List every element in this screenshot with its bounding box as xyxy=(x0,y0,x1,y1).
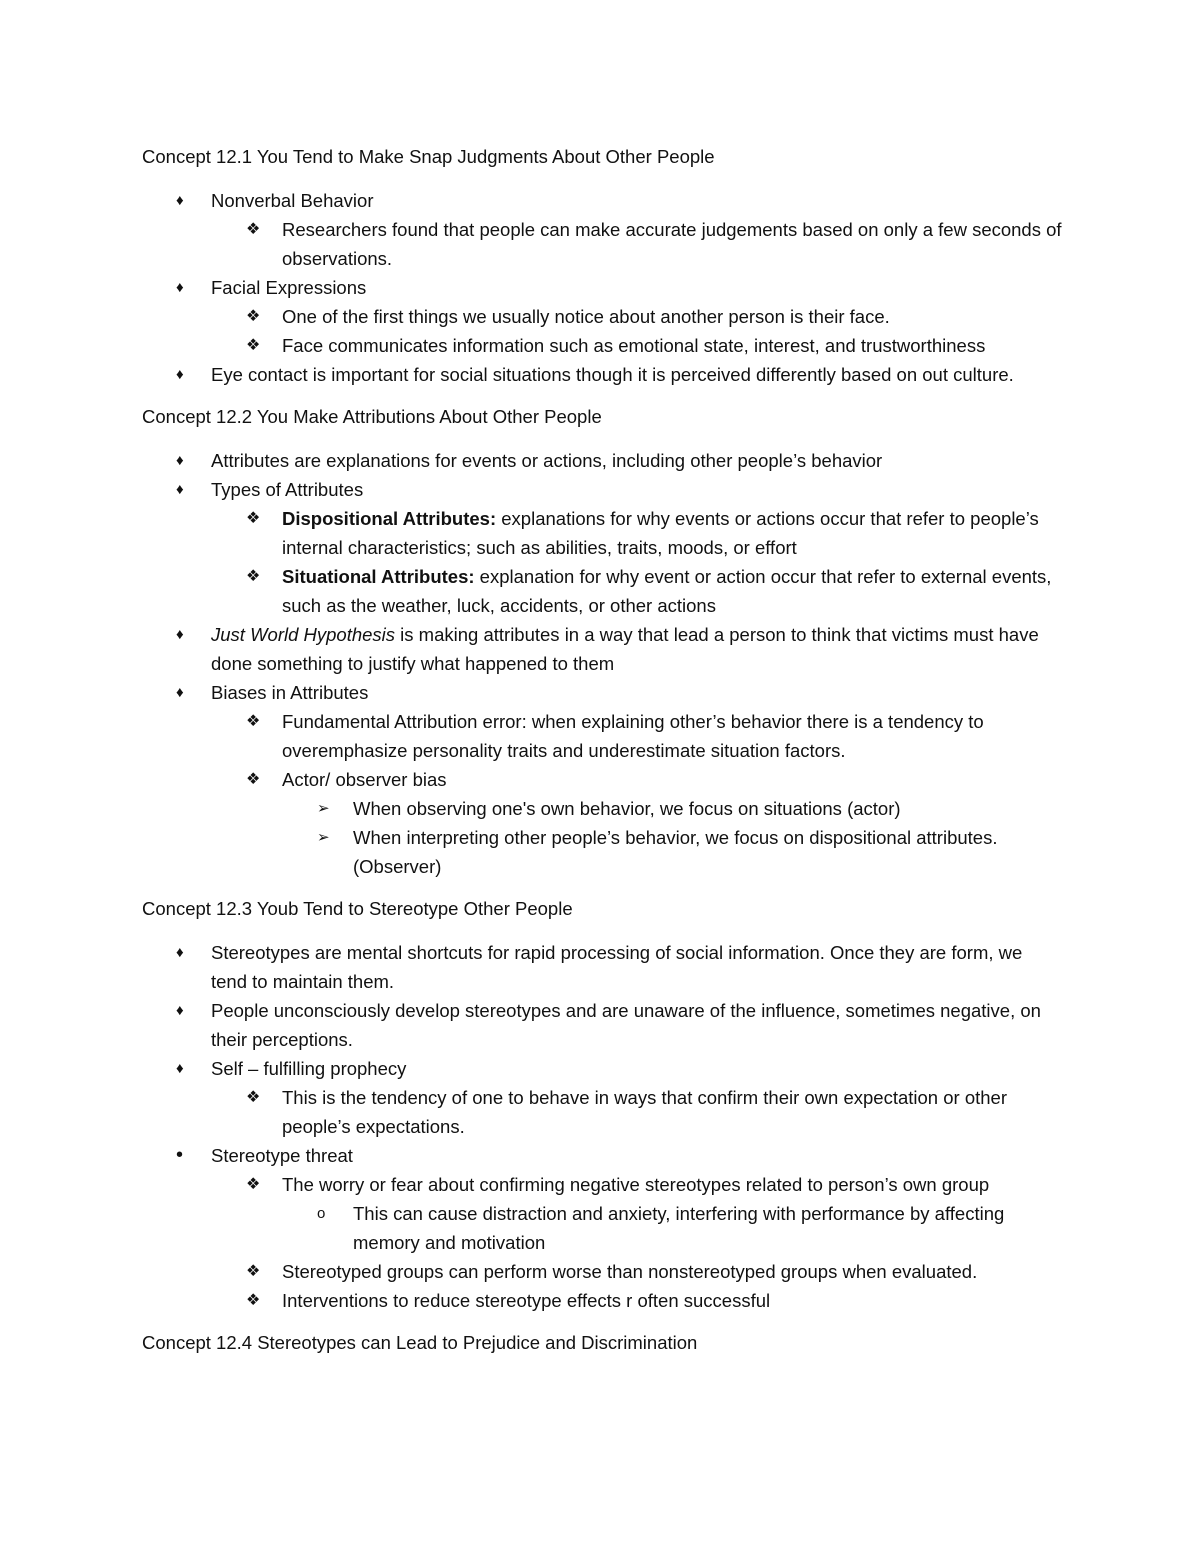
text-run: Stereotyped groups can perform worse than nonstereotyped groups when evaluated. xyxy=(282,1261,978,1282)
diamond-bullet-icon: ♦ xyxy=(176,944,184,961)
four-diamond-bullet-icon: ❖ xyxy=(246,221,261,238)
diamond-bullet-icon: ♦ xyxy=(176,366,184,383)
list-item-level-2 xyxy=(142,707,1062,765)
text-run: Face communicates information such as emotional state, interest, and trustworthiness xyxy=(282,335,986,356)
circle-bullet-icon: o xyxy=(317,1205,326,1222)
four-diamond-bullet-icon: ❖ xyxy=(246,1176,261,1193)
text-run: explanations for why events or actions occur that refer to people’s internal characteristics; such as abilities, traits, moods, or effort xyxy=(282,508,1039,558)
diamond-bullet-icon: ♦ xyxy=(176,1060,184,1077)
list-item-level-1 xyxy=(142,273,1062,302)
diamond-bullet-icon: ♦ xyxy=(176,481,184,498)
list-item-level-2 xyxy=(142,562,1062,620)
diamond-bullet-icon: ♦ xyxy=(176,192,184,209)
text-run: Stereotypes are mental shortcuts for rapid processing of social information. Once they are form, we tend to maintain them. xyxy=(211,942,1023,992)
dot-bullet-icon: • xyxy=(176,1144,184,1166)
list-item-level-2 xyxy=(142,331,1062,360)
four-diamond-bullet-icon: ❖ xyxy=(246,308,261,325)
list-item-text xyxy=(353,1203,1004,1253)
text-run: This is the tendency of one to behave in ways that confirm their own expectation or other people’s expectations. xyxy=(282,1087,1007,1137)
four-diamond-bullet-icon: ❖ xyxy=(246,510,261,527)
list-item-text xyxy=(211,277,366,298)
section-heading: Concept 12.1 You Tend to Make Snap Judgments About Other People xyxy=(142,146,715,167)
text-run: When interpreting other people’s behavior, we focus on dispositional attributes. (Observer) xyxy=(353,827,998,877)
list-item-text xyxy=(211,364,1014,385)
text-run: When observing one's own behavior, we focus on situations (actor) xyxy=(353,798,901,819)
list-item-level-1 xyxy=(142,678,1062,707)
text-run: Types of Attributes xyxy=(211,479,364,500)
list-item-text xyxy=(282,1290,770,1311)
list-item-text xyxy=(282,219,1062,269)
text-run: Interventions to reduce stereotype effects r often successful xyxy=(282,1290,771,1311)
bold-term: Situational Attributes: xyxy=(282,566,475,587)
text-run: Attributes are explanations for events or actions, including other people’s behavior xyxy=(211,450,883,471)
four-diamond-bullet-icon: ❖ xyxy=(246,1292,261,1309)
section xyxy=(142,1328,1062,1357)
list-item-text xyxy=(211,1145,353,1166)
diamond-bullet-icon: ♦ xyxy=(176,626,184,643)
diamond-bullet-icon: ♦ xyxy=(176,1002,184,1019)
list-item-level-1 xyxy=(142,1141,1062,1170)
list-item-text xyxy=(211,1000,1041,1050)
four-diamond-bullet-icon: ❖ xyxy=(246,1263,261,1280)
list-item-level-3 xyxy=(142,794,1062,823)
list-item-level-3 xyxy=(142,823,1062,881)
list-item-text xyxy=(353,827,997,877)
diamond-bullet-icon: ♦ xyxy=(176,279,184,296)
list-item-text xyxy=(282,508,1039,558)
list-item-level-2 xyxy=(142,1170,1062,1199)
list-item-text xyxy=(282,566,1051,616)
text-run: Facial Expressions xyxy=(211,277,367,298)
list-item-level-2 xyxy=(142,504,1062,562)
list-item-level-2 xyxy=(142,1286,1062,1315)
list-item-level-2 xyxy=(142,215,1062,273)
section-heading: Concept 12.2 You Make Attributions About Other People xyxy=(142,406,602,427)
section-heading: Concept 12.3 Youb Tend to Stereotype Other People xyxy=(142,898,573,919)
list-item-level-1 xyxy=(142,1054,1062,1083)
section xyxy=(142,142,1062,389)
four-diamond-bullet-icon: ❖ xyxy=(246,568,261,585)
list-item-level-1 xyxy=(142,446,1062,475)
bold-term: Dispositional Attributes: xyxy=(282,508,497,529)
list-item-text xyxy=(211,1058,406,1079)
list-item-level-1 xyxy=(142,360,1062,389)
text-run: People unconsciously develop stereotypes and are unaware of the influence, sometimes negative, on their perceptions. xyxy=(211,1000,1041,1050)
italic-term: Just World Hypothesis xyxy=(211,624,396,645)
list-item-text xyxy=(282,1261,977,1282)
text-run: explanation for why event or action occur that refer to external events, such as the weather, luck, accidents, or other actions xyxy=(282,566,1052,616)
text-run: Nonverbal Behavior xyxy=(211,190,374,211)
list-item-text xyxy=(282,1174,989,1195)
four-diamond-bullet-icon: ❖ xyxy=(246,713,261,730)
text-run: This can cause distraction and anxiety, interfering with performance by affecting memory and motivation xyxy=(353,1203,1005,1253)
list-item-text xyxy=(353,798,901,819)
text-run: Actor/ observer bias xyxy=(282,769,447,790)
list-item-text xyxy=(211,942,1022,992)
list-item-text xyxy=(211,450,882,471)
list-item-text xyxy=(211,624,1039,674)
list-item-level-1 xyxy=(142,938,1062,996)
text-run: Stereotype threat xyxy=(211,1145,353,1166)
list-item-level-1 xyxy=(142,186,1062,215)
arrow-bullet-icon: ➢ xyxy=(317,829,330,846)
four-diamond-bullet-icon: ❖ xyxy=(246,771,261,788)
list-item-text xyxy=(211,682,368,703)
list-item-text xyxy=(282,335,985,356)
list-item-text xyxy=(282,306,890,327)
list-item-level-2 xyxy=(142,302,1062,331)
text-run: One of the first things we usually notice about another person is their face. xyxy=(282,306,890,327)
text-run: Eye contact is important for social situations though it is perceived differently based on out culture. xyxy=(211,364,1014,385)
text-run: Fundamental Attribution error: when explaining other’s behavior there is a tendency to overemphasize personality traits and underestimate situation factors. xyxy=(282,711,984,761)
list-item-text xyxy=(211,479,363,500)
document-body xyxy=(142,142,1062,1372)
list-item-level-2 xyxy=(142,1257,1062,1286)
arrow-bullet-icon: ➢ xyxy=(317,800,330,817)
list-item-level-1 xyxy=(142,475,1062,504)
list-item-level-2 xyxy=(142,1083,1062,1141)
diamond-bullet-icon: ♦ xyxy=(176,684,184,701)
text-run: is making attributes in a way that lead a person to think that victims must have done something to justify what happened to them xyxy=(211,624,1039,674)
list-item-text xyxy=(282,769,447,790)
diamond-bullet-icon: ♦ xyxy=(176,452,184,469)
text-run: The worry or fear about confirming negative stereotypes related to person’s own group xyxy=(282,1174,990,1195)
section-heading: Concept 12.4 Stereotypes can Lead to Prejudice and Discrimination xyxy=(142,1332,698,1353)
text-run: Self – fulfilling prophecy xyxy=(211,1058,407,1079)
four-diamond-bullet-icon: ❖ xyxy=(246,1089,261,1106)
list-item-text xyxy=(211,190,373,211)
text-run: Researchers found that people can make accurate judgements based on only a few seconds of observations. xyxy=(282,219,1062,269)
four-diamond-bullet-icon: ❖ xyxy=(246,337,261,354)
section xyxy=(142,894,1062,1315)
list-item-text xyxy=(282,711,984,761)
list-item-level-1 xyxy=(142,620,1062,678)
list-item-level-1 xyxy=(142,996,1062,1054)
list-item-text xyxy=(282,1087,1007,1137)
section xyxy=(142,402,1062,881)
list-item-level-2 xyxy=(142,765,1062,794)
text-run: Biases in Attributes xyxy=(211,682,369,703)
list-item-level-3 xyxy=(142,1199,1062,1257)
